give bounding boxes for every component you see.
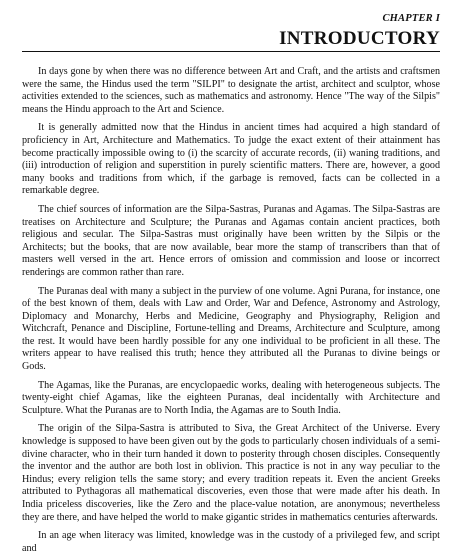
paragraph: In an age when literacy was limited, knowledge was in the custody of a privileged few, and script and [22, 530, 440, 554]
paragraph: The origin of the Silpa-Sastra is attributed to Siva, the Great Architect of the Universe. Every knowledge is supposed to have been given out by the gods to particularly chosen individuals of a semi-divine character, who in their turn handed it down to posterity through chosen disciples. Consequently the inventor and the author are both lost in oblivion. This practice is not in any way peculiar to the Hindus; every religion tells the same story; and every tradition repeats it. Even the ancient Greeks attributed to Pythagoras all mathematical discoveries, even those that were made after his death. In India priceless discoveries, like the Zero and the place-value notation, are anonymous; nevertheless they are there, and have helped the world to make gigantic strides in mathematics centuries afterwards. [22, 423, 440, 523]
chapter-label: CHAPTER I [382, 13, 440, 24]
paragraph: The chief sources of information are the Silpa-Sastras, Puranas and Agamas. The Silpa-Sastras are treatises on Architecture and Sculpture; the Puranas and Agamas contain ancient practices, both religious and secular. The Silpa-Sastras must originally have been written by the Silpis or the Architects; but the books, that are now available, bear more the stamp of transcribers than that of masters well versed in the art. Hence errors of omission and commission and loose or incorrect renderings are common rather than rare. [22, 203, 440, 278]
paragraph: The Puranas deal with many a subject in the purview of one volume. Agni Purana, for instance, one of the best known of them, deals with Law and Order, War and Defence, Astronomy and Astrology, Diplomacy and Monarchy, Herbs and Medicine, Geography and Physiography, Religion and Witchcraft, Penance and Discipline, Fortune-telling and Dreams, Architecture and Sculpture, among the rest. It would have been hardly possible for any one individual to be proficient in all these. The writers appear to have realised this truth; hence they attributed all the Puranas to divine beings or Gods. [22, 285, 440, 373]
paragraph: In days gone by when there was no difference between Art and Craft, and the artists and craftsmen were the same, the Hindus used the term "SILPI" to designate the artist, architect and sculptor, whose activities extended to the sciences, such as mathematics and astronomy. Hence "The way of the Silpis" means the Hindu approach to the Art and Science. [22, 66, 440, 115]
paragraph: It is generally admitted now that the Hindus in ancient times had acquired a high standard of proficiency in Art, Architecture and Mathematics. To judge the exact extent of their attainment has become practically impossible owing to (i) the scarcity of accurate records, (ii) waning traditions, and (iii) introduction of religion and superstition in purely scientific matters. There are, however, a good many books and traditions from which, if the garbage is removed, facts can be collected in a remarkable degree. [22, 122, 440, 197]
title-rule [22, 51, 440, 52]
chapter-body [22, 66, 440, 554]
paragraph: The Agamas, like the Puranas, are encyclopaedic works, dealing with heterogeneous subjects. The twenty-eight chief Agamas, like the eighteen Puranas, deal incidentally with Architecture and Sculpture. What the Puranas are to North India, the Agamas are to South India. [22, 379, 440, 416]
chapter-title: INTRODUCTORY [279, 28, 440, 49]
